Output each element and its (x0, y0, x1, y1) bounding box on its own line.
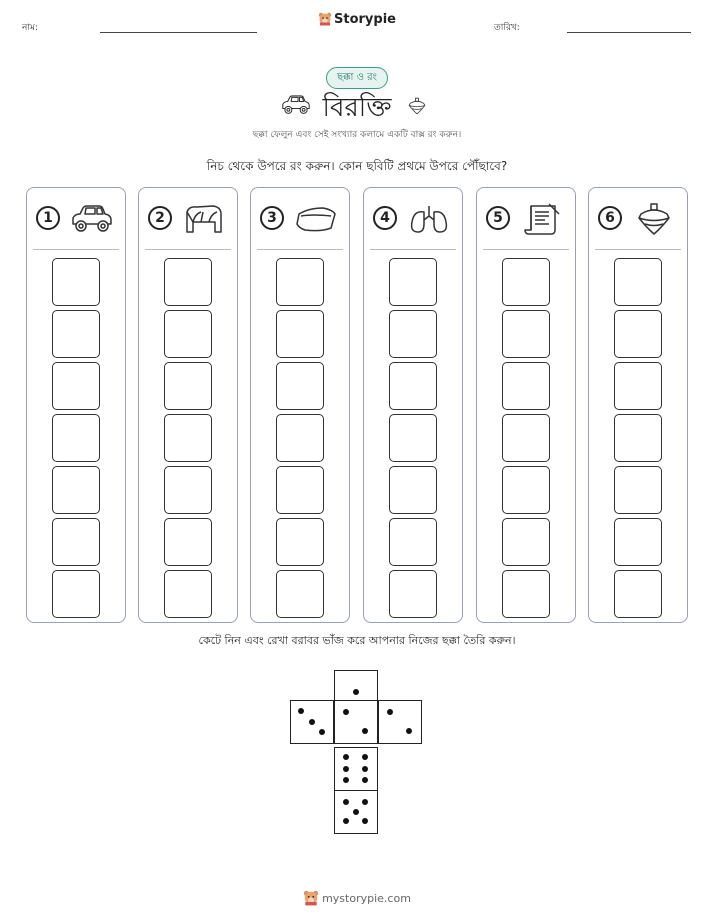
color-box[interactable] (614, 258, 662, 306)
color-box[interactable] (276, 466, 324, 514)
color-box[interactable] (389, 466, 437, 514)
color-box[interactable] (614, 518, 662, 566)
brand-name: Storypie (334, 12, 396, 27)
color-box[interactable] (502, 258, 550, 306)
dice-pip (343, 766, 349, 772)
name-label: নাম: (22, 23, 39, 33)
color-box[interactable] (502, 570, 550, 618)
covered-furniture-icon (181, 202, 227, 236)
color-box[interactable] (389, 414, 437, 462)
column-divider (33, 249, 119, 250)
dice-pip (309, 719, 315, 725)
dice-pip (406, 728, 412, 734)
color-box[interactable] (502, 466, 550, 514)
dice-pip (362, 754, 368, 760)
color-box[interactable] (164, 466, 212, 514)
color-box[interactable] (614, 362, 662, 410)
instructions-text: ছক্কা ফেলুন এবং সেই সংখ্যার কলামে একটি বাক্স রং করুন। (252, 130, 462, 140)
color-box[interactable] (164, 414, 212, 462)
color-box[interactable] (52, 518, 100, 566)
scroll-icon (519, 202, 565, 236)
color-box[interactable] (164, 518, 212, 566)
dice-pip (353, 809, 359, 815)
dice-pip (387, 709, 393, 715)
column-number: 3 (260, 206, 284, 230)
column-number: 6 (598, 206, 622, 230)
color-box[interactable] (164, 310, 212, 358)
dice-pip (298, 708, 304, 714)
page-title: বিরক্তি (322, 93, 392, 123)
dice-pip (319, 729, 325, 735)
color-box[interactable] (502, 362, 550, 410)
color-box[interactable] (389, 362, 437, 410)
color-box[interactable] (614, 466, 662, 514)
date-line (567, 32, 691, 33)
dice-face-5 (334, 790, 378, 834)
column-3 (250, 187, 350, 623)
column-5 (476, 187, 576, 623)
column-number: 5 (486, 206, 510, 230)
question-text: নিচ থেকে উপরে রং করুন। কোন ছবিটি প্রথমে উপরে পৌঁছাবে? (206, 159, 508, 173)
column-number: 1 (36, 206, 60, 230)
column-divider (257, 249, 343, 250)
dice-face-6 (334, 747, 378, 791)
color-box[interactable] (52, 362, 100, 410)
lungs-icon (406, 202, 452, 236)
color-box[interactable] (52, 414, 100, 462)
dice-net (290, 670, 424, 835)
dice-pip (343, 799, 349, 805)
color-box[interactable] (614, 310, 662, 358)
pillow-icon (293, 202, 339, 236)
dice-pip (362, 818, 368, 824)
name-line (100, 32, 257, 33)
car-icon (69, 202, 115, 236)
dice-face-3 (290, 700, 334, 744)
dice-pip (343, 709, 349, 715)
column-2 (138, 187, 238, 623)
color-box[interactable] (276, 362, 324, 410)
column-number: 4 (373, 206, 397, 230)
footer-url: mystorypie.com (322, 892, 411, 905)
color-box[interactable] (52, 310, 100, 358)
dice-pip (343, 777, 349, 783)
dice-pip (362, 766, 368, 772)
color-box[interactable] (389, 258, 437, 306)
color-box[interactable] (52, 570, 100, 618)
dice-face-2 (334, 700, 378, 744)
color-box[interactable] (164, 362, 212, 410)
color-box[interactable] (164, 570, 212, 618)
color-box[interactable] (276, 310, 324, 358)
color-box[interactable] (614, 570, 662, 618)
color-box[interactable] (276, 518, 324, 566)
color-box[interactable] (52, 258, 100, 306)
footer (0, 890, 714, 906)
date-label: তারিখ: (494, 23, 520, 33)
column-4 (363, 187, 463, 623)
dice-pip (362, 777, 368, 783)
color-box[interactable] (276, 414, 324, 462)
dice-pip (362, 799, 368, 805)
color-box[interactable] (276, 570, 324, 618)
color-box[interactable] (389, 518, 437, 566)
column-divider (483, 249, 569, 250)
column-number: 2 (148, 206, 172, 230)
title-top-icon (405, 93, 429, 119)
color-box[interactable] (502, 414, 550, 462)
spinning-top-icon (631, 202, 677, 236)
column-divider (595, 249, 681, 250)
category-badge: ছক্কা ও রং (326, 67, 388, 89)
dice-pip (353, 689, 359, 695)
color-box[interactable] (276, 258, 324, 306)
color-box[interactable] (52, 466, 100, 514)
bear-footer-icon (303, 890, 319, 906)
dice-face-2 (378, 700, 422, 744)
color-box[interactable] (502, 310, 550, 358)
color-box[interactable] (502, 518, 550, 566)
title-car-icon (280, 93, 312, 117)
color-box[interactable] (164, 258, 212, 306)
column-divider (370, 249, 456, 250)
column-1 (26, 187, 126, 623)
cut-instruction: কেটে নিন এবং রেখা বরাবর ভাঁজ করে আপনার নিজের ছক্কা তৈরি করুন। (198, 634, 516, 647)
dice-pip (343, 754, 349, 760)
color-box[interactable] (389, 310, 437, 358)
column-divider (145, 249, 231, 250)
brand-logo (0, 12, 714, 27)
dice-pip (362, 728, 368, 734)
color-box[interactable] (614, 414, 662, 462)
color-box[interactable] (389, 570, 437, 618)
dice-pip (343, 818, 349, 824)
column-6 (588, 187, 688, 623)
bear-logo-icon (318, 12, 332, 26)
